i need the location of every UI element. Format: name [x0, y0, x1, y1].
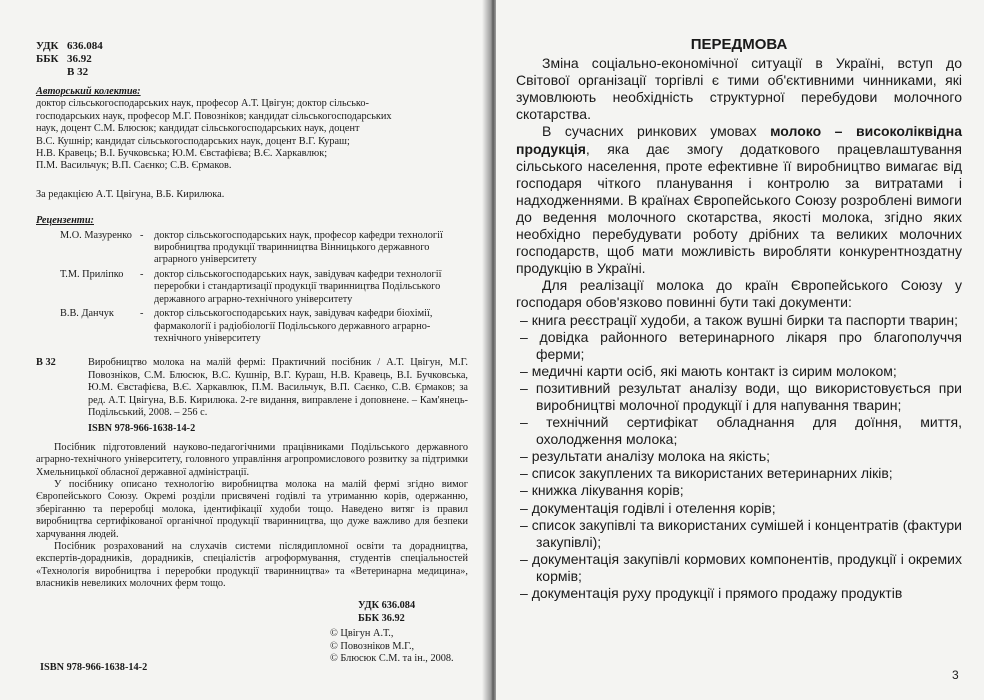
preface-paragraph: В сучасних ринкових умовах молоко – високоліквідна продукція, яка дає змогу додаткового працевлаштування сільського населення, проте ефективне її виробництво вимагає від господаря чіткого планування і контролю за витратами і надходженнями. В країнах Європейського Союзу розроблені вимоги до ведення молочного скотарства, якості молока, згідно яких необхідно перебудувати роботу дрібних та великих молочних господарств, щоб мати можливість виробляти конкурентноздатну продукцію в Україні.: [516, 123, 962, 277]
authors-line: наук, доцент С.М. Блюсюк; кандидат сільськогосподарських наук, доцент: [36, 123, 360, 135]
isbn: ISBN 978-966-1638-14-2: [88, 423, 196, 435]
reviewer-name: Т.М. Приліпко: [60, 268, 124, 280]
list-item: – список закупівлі та використаних сумішей і концентратів (фактури закупівлі);: [516, 517, 962, 551]
preface-title: ПЕРЕДМОВА: [690, 36, 788, 53]
biblio-text: Виробництво молока на малій фермі: Практичний посібник / А.Т. Цвігун, М.Г. Повозніков, С.М. Блюсюк, В.С. Кушнір, В.Г. Кураш, Н.В. Кравець, В.І. Бучковська, Ю.М. Євстафієва, В.Є. Харкавлюк, П.М. Васильчук, В.П. Саєнко, С.В. Єрмаков; за ред. А.Т. Цвігуна, В.Б. Кирилюка. 2-ге видання, виправлене і доповнене. – Кам'янець-Подільський, 2008. – 256 с.: [88, 357, 468, 418]
abstract-paragraph: Посібник підготовлений науково-педагогічними працівниками Подільського державного аграрно-технічного університету, головного управління агропромислового розвитку за підтримки Хмельницької обласної державної адміністрації.: [36, 441, 468, 478]
reviewer-name: В.В. Данчук: [60, 308, 114, 320]
emphasis: молоко – високоліквідна продукція: [516, 123, 962, 157]
preface-paragraph: Для реалізації молока до країн Європейського Союзу у господаря обов'язково повинні бути такі документи:: [516, 277, 962, 311]
classification-codes: [36, 40, 468, 79]
authors-line: господарських наук, професор М.Г. Повозніков; кандидат сільськогосподарських: [36, 110, 392, 122]
authors-heading: Авторський колектив:: [36, 86, 141, 97]
left-page: [0, 0, 488, 700]
editor-line: За редакцією А.Т. Цвігуна, В.Б. Кирилюка.: [36, 188, 225, 200]
list-item: – довідка районного ветеринарного лікаря про благополуччя ферми;: [516, 329, 962, 363]
authors-line: П.М. Васильчук; В.П. Саєнко; С.В. Єрмаков.: [36, 160, 232, 172]
biblio-code: В 32: [36, 357, 56, 369]
list-item: – документація годівлі і отелення корів;: [516, 500, 962, 517]
list-item: – книжка лікування корів;: [516, 482, 962, 499]
authors-list: [36, 98, 468, 172]
reviewer-entry: В.В. Данчук - доктор сільськогосподарських наук, завідувач кафедри біохімії, фармакології і радіобіології Подільського державного аграрно-технічного університету: [36, 308, 468, 345]
classification-codes-repeat: УДК 636.084 ББК 36.92: [358, 599, 416, 624]
preface-paragraph: Зміна соціально-економічної ситуації в Україні, вступ до Світової організації торгівлі є тими об'єктивними чинниками, які зумовлюють необхідність структурної перебудови молочного скотарства.: [516, 55, 962, 123]
list-item: – медичні карти осіб, які мають контакт із сирим молоком;: [516, 363, 962, 380]
reviewer-entry: Т.М. Приліпко - доктор сільськогосподарських наук, завідувач кафедри технології переробки і стандартизації продукції тваринництва Подільського державного аграрно-технічного університету: [36, 269, 468, 306]
author-code: В 32: [67, 66, 89, 78]
bbk-line: ББК 36.92: [36, 53, 92, 65]
list-item: – позитивний результат аналізу води, що використовується при виробництві молочної продукції і для напування тварин;: [516, 380, 962, 414]
page-number: 3: [952, 668, 959, 682]
list-item: – книга реєстрації худоби, а також вушні бирки та паспорти тварин;: [516, 312, 962, 329]
udk-line: УДК 636.084: [36, 40, 103, 52]
list-item: – результати аналізу молока на якість;: [516, 448, 962, 465]
reviewer-name: М.О. Мазуренко: [60, 229, 132, 241]
abstract-paragraph: Посібник розрахований на слухачів системи післядипломної освіти та дорадництва, експертів-дорадників, дорадників, спеціалістів агроформування, студентів спеціальностей «Технологія виробництва і переробки продукції тваринництва» та «Ветеринарна медицина», власників невеликих молочних ферм тощо.: [36, 541, 468, 590]
authors-line: доктор сільськогосподарських наук, професор А.Т. Цвігун; доктор сільсько-: [36, 98, 369, 110]
authors-line: Н.В. Кравець; В.І. Бучковська; Ю.М. Євстафієва; В.Є. Харкавлюк;: [36, 148, 328, 160]
list-item: – документація руху продукції і прямого продажу продуктів: [516, 585, 962, 602]
authors-line: В.С. Кушнір; кандидат сільськогосподарських наук, доцент В.Г. Кураш;: [36, 135, 350, 147]
list-item: – документація закупівлі кормових компонентів, продукції і окремих кормів;: [516, 551, 962, 585]
reviewer-desc: доктор сільськогосподарських наук, професор кафедри технології виробництва продукції тваринництва Вінницького державного аграрного університету: [154, 229, 443, 266]
documents-list: [516, 312, 962, 603]
preface: [516, 36, 962, 602]
abstract-paragraph: У посібнику описано технологію виробництва молока на малій фермі згідно вимог Європейського Союзу. Окремі розділи присвячені годівлі та утриманню корів, одержанню, зберіганню та переробці молока, ідентифікації худоби тощо. Наведено витяг із правил виробництва сертифікованої органічної продукції тваринництва, що дуже важливо для безпеки харчування людей.: [36, 478, 468, 540]
right-page: [496, 0, 984, 700]
imprint-block: [36, 40, 468, 625]
reviewer-desc: доктор сільськогосподарських наук, завідувач кафедри технології переробки і стандартизації продукції тваринництва Подільського державного аграрно-технічного університету: [154, 268, 442, 305]
reviewer-desc: доктор сільськогосподарських наук, завідувач кафедри біохімії, фармакології і радіобіології Подільського державного аграрно-технічного університету: [154, 308, 433, 344]
reviewer-entry: М.О. Мазуренко - доктор сільськогосподарських наук, професор кафедри технології виробництва продукції тваринництва Вінницького державного аграрного університету: [36, 230, 468, 267]
list-item: – список закуплених та використаних ветеринарних ліків;: [516, 465, 962, 482]
list-item: – технічний сертифікат обладнання для доїння, миття, охолодження молока;: [516, 414, 962, 448]
isbn-bottom: ISBN 978-966-1638-14-2: [40, 662, 148, 673]
copyright-block: © Цвігун А.Т., © Повозніков М.Г., © Блюсюк С.М. та ін., 2008.: [330, 628, 454, 665]
reviewers-heading: Рецензенти:: [36, 215, 94, 227]
abstract: [36, 442, 468, 591]
bibliographic-record: [36, 357, 468, 419]
